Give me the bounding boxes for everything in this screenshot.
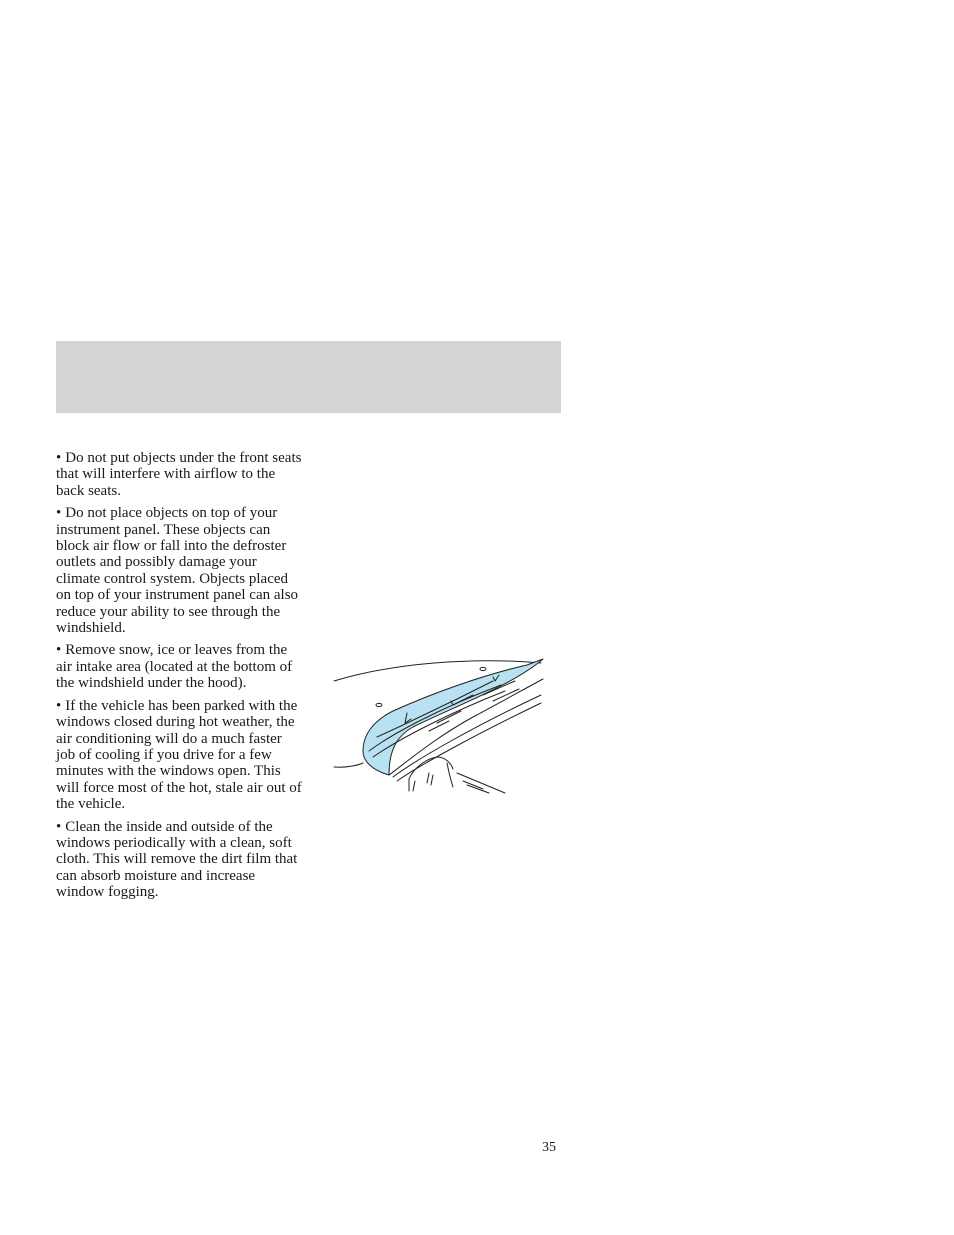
bullet-text: Remove snow, ice or leaves from the air intake area (located at the bottom of the windshield under the hood). — [56, 642, 293, 692]
bullet-item-hot-weather — [56, 698, 304, 813]
bullet-symbol: • — [56, 450, 62, 466]
bullet-symbol: • — [56, 505, 62, 522]
bullet-item-instrument-panel — [56, 505, 304, 636]
page-number: 35 — [542, 1140, 556, 1155]
bullet-symbol: • — [56, 818, 62, 835]
bullet-item-air-intake — [56, 642, 304, 691]
bullet-text: Do not put objects under the front seats that will interfere with airflow to the back seats. — [56, 450, 302, 499]
bullet-text: Do not place objects on top of your instrument panel. These objects can block air flow or fall into the defroster outlets and possibly damage your climate control system. Objects placed on top of your instrument panel can also reduce your ability to see through the windshield. — [56, 505, 299, 637]
air-intake-illustration — [333, 655, 545, 797]
bullet-symbol: • — [56, 642, 62, 659]
air-intake-area — [363, 659, 543, 775]
bullet-item-front-seats — [56, 450, 304, 499]
bullet-symbol: • — [56, 697, 62, 714]
section-header-band — [56, 341, 561, 413]
bullet-item-clean-windows — [56, 819, 304, 901]
hood-left-edge — [334, 763, 363, 767]
body-text-column — [56, 450, 304, 907]
bullet-text: Clean the inside and outside of the windows periodically with a clean, soft cloth. This will remove the dirt film that can absorb moisture and increase window fogging. — [56, 818, 298, 901]
bullet-text: If the vehicle has been parked with the windows closed during hot weather, the air conditioning will do a much faster job of cooling if you drive for a few minutes with the windows open. This will force most of the hot, stale air out of the vehicle. — [56, 697, 302, 813]
